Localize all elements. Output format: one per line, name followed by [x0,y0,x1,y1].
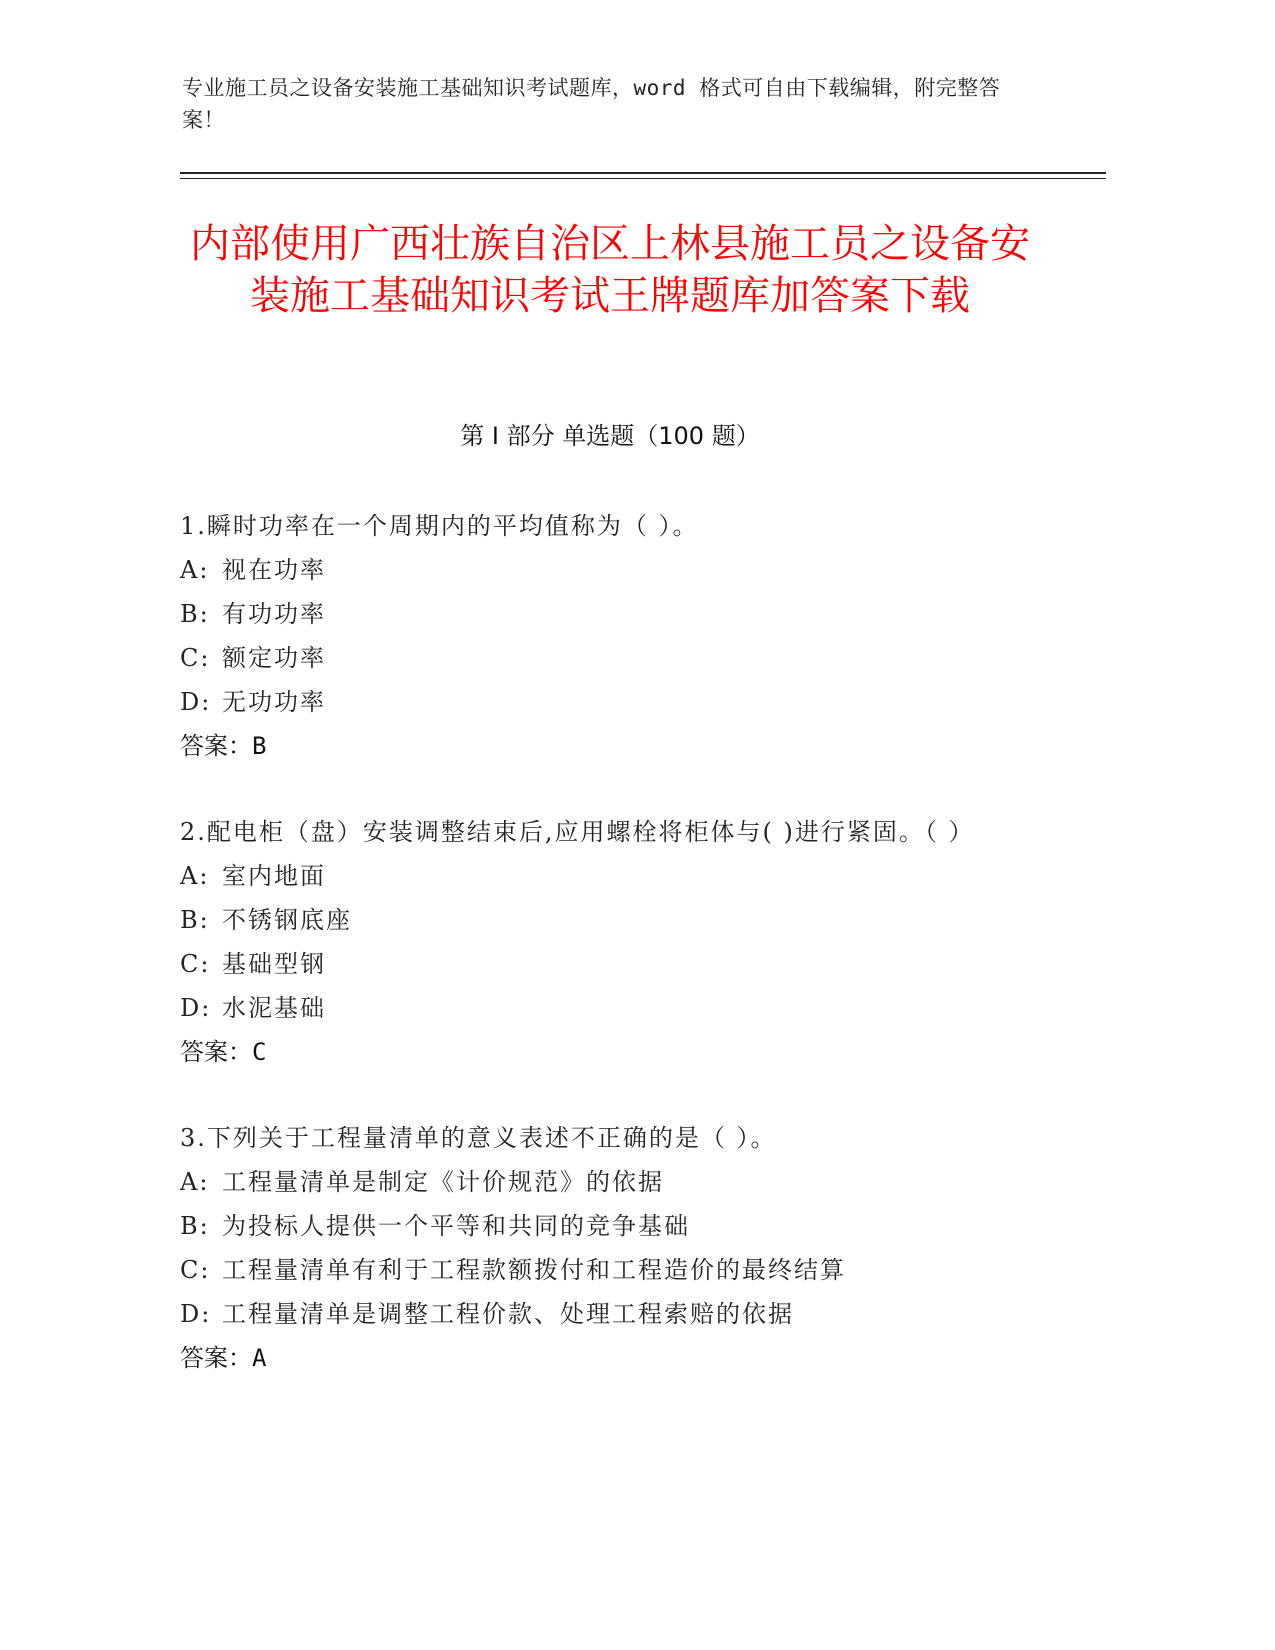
option-text: 视在功率 [222,556,326,584]
option-b [180,592,1040,636]
option-c [180,636,1040,680]
option-letter: D: [180,994,212,1022]
answer-line [180,724,1040,768]
option-letter: B: [180,906,210,934]
option-a [180,548,1040,592]
option-letter: C: [180,1256,211,1284]
option-text: 基础型钢 [222,950,326,978]
option-text: 工程量清单是调整工程价款、处理工程索赔的依据 [222,1300,794,1328]
section-heading: 第 I 部分 单选题（100 题） [460,422,760,450]
question-text: 瞬时功率在一个周期内的平均值称为（ ）。 [206,512,699,540]
option-text: 为投标人提供一个平等和共同的竞争基础 [222,1212,690,1240]
option-letter: A: [180,1168,210,1196]
option-b [180,1204,1040,1248]
option-c [180,1248,1040,1292]
option-d [180,1292,1040,1336]
option-text: 有功功率 [222,600,326,628]
question-number: 3. [180,1124,207,1152]
question-stem [180,1116,1040,1160]
option-d [180,986,1040,1030]
question-list [180,504,1040,1422]
question-text: 配电柜（盘）安装调整结束后,应用螺栓将柜体与( )进行紧固。（ ） [206,818,975,846]
answer-label: 答案： [180,732,252,760]
answer-line [180,1336,1040,1380]
option-text: 工程量清单有利于工程款额拨付和工程造价的最终结算 [222,1256,846,1284]
option-text: 不锈钢底座 [222,906,352,934]
answer-value: C [252,1038,267,1066]
option-text: 工程量清单是制定《计价规范》的依据 [222,1168,664,1196]
option-d [180,680,1040,724]
option-text: 额定功率 [222,644,326,672]
option-letter: A: [180,862,210,890]
answer-label: 答案： [180,1038,252,1066]
question-3 [180,1116,1040,1380]
option-text: 室内地面 [222,862,326,890]
option-c [180,942,1040,986]
answer-line [180,1030,1040,1074]
question-number: 1. [180,512,207,540]
question-stem [180,504,1040,548]
option-letter: A: [180,556,210,584]
option-letter: B: [180,1212,210,1240]
question-1 [180,504,1040,768]
option-letter: D: [180,688,212,716]
answer-value: A [252,1344,267,1372]
answer-value: B [252,732,267,760]
question-stem [180,810,1040,854]
option-text: 水泥基础 [222,994,326,1022]
option-b [180,898,1040,942]
answer-label: 答案： [180,1344,252,1372]
option-a [180,854,1040,898]
option-a [180,1160,1040,1204]
header-divider-thick [180,172,1106,174]
question-text: 下列关于工程量清单的意义表述不正确的是（ ）。 [206,1124,777,1152]
option-letter: C: [180,644,211,672]
header-note: 专业施工员之设备安装施工基础知识考试题库，word 格式可自由下载编辑，附完整答案！ [182,76,1001,132]
question-2 [180,810,1040,1074]
option-text: 无功功率 [222,688,326,716]
option-letter: D: [180,1300,212,1328]
question-number: 2. [180,818,207,846]
option-letter: C: [180,950,211,978]
option-letter: B: [180,600,210,628]
document-title: 内部使用广西壮族自治区上林县施工员之设备安装施工基础知识考试王牌题库加答案下载 [190,221,1030,319]
header-divider-thin [180,178,1106,179]
